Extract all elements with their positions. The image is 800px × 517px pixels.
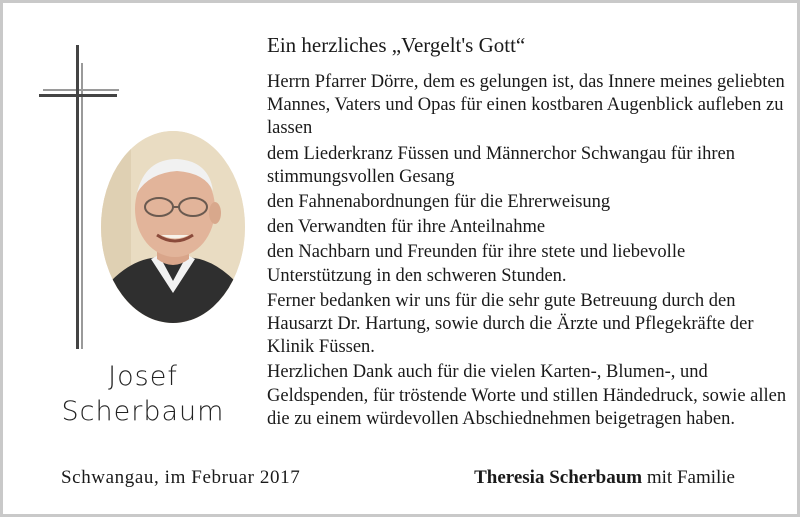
- signature-line: [474, 467, 735, 489]
- thanks-paragraph: dem Liederkranz Füssen und Männerchor Schwangau für ihren stimmungsvollen Gesang: [267, 143, 736, 187]
- signer-name: Theresia Scherbaum: [474, 467, 643, 488]
- thanks-paragraph: den Verwandten für ihre Anteilnahme: [267, 217, 546, 238]
- thanks-body: [267, 71, 787, 433]
- thanks-paragraph: den Fahnenabordnungen für die Ehrerweisung: [267, 192, 611, 213]
- portrait-photo: [101, 131, 245, 323]
- thanks-paragraph: Herrn Pfarrer Dörre, dem es gelungen ist, das Innere meines geliebten Mannes, Vaters und Opas für einen kostbaren Augenblick aufleben zu lassen: [267, 72, 785, 139]
- place-date: Schwangau, im Februar 2017: [61, 467, 301, 488]
- thanks-heading: Ein herzliches „Vergelt's Gott“: [267, 33, 526, 57]
- thanks-paragraph: Ferner bedanken wir uns für die sehr gute Betreuung durch den Hausarzt Dr. Hartung, sowie durch die Ärzte und Pflegekräfte der Klinik Füssen.: [267, 290, 754, 358]
- deceased-first-name: Josef: [108, 361, 178, 392]
- thanks-paragraph: Herzlichen Dank auch für die vielen Karten-, Blumen-, und Geldspenden, für tröstende Worte und stillen Händedruck, sowie allen die zu einem würdevollen Abschiednehmen beigetragen haben.: [267, 362, 787, 429]
- deceased-last-name: Scherbaum: [61, 396, 225, 427]
- thanks-paragraph: den Nachbarn und Freunden für ihre stete und liebevolle Unterstützung in den schweren Stunden.: [267, 242, 686, 286]
- signer-suffix: mit Familie: [642, 467, 735, 488]
